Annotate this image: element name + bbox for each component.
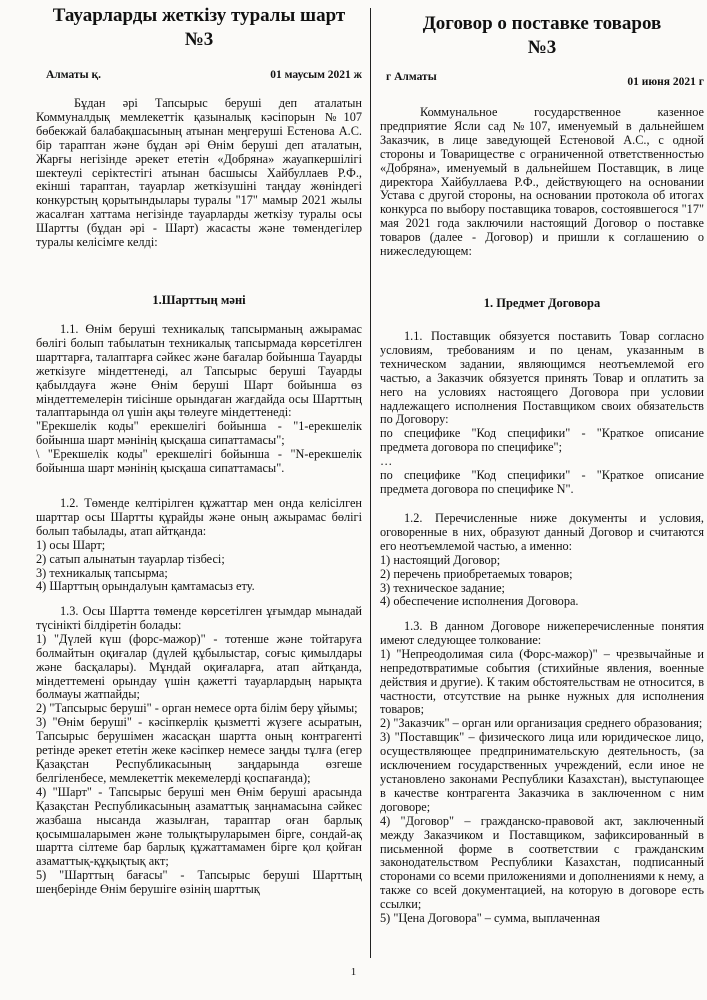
intro-paragraph-kz: Бұдан әрі Тапсырыс беруші деп аталатын Коммуналдық мемлекеттік қазыналық кәсіпорын №107 бөбекжай балабақшасының атынан меңгеруші Естенова А.С. бір тараптан және бұдан әрі Өнім беруші деп аталатын, Жарғы негізінде әрекет ететін «Добряна» жауапкершілігі шектеулі серіктестігі атынан басшысы Хайбуллаев Р.Ф., екінші тараптан, тауарлар жеткізушіні таңдау жөніндегі конкурстың қорытындылары туралы "17" мамыр 2021 жылы жасалған хаттама негізінде тауарларды жеткізу туралы осы Шартты (бұдан әрі - Шарт) жасасты және төмендегілер туралы келісімге келді: [36, 96, 362, 250]
section-heading-kz: 1.Шарттың мәні [152, 293, 246, 307]
city-kz: Алматы қ. [46, 69, 101, 81]
clause-1-1-kz: 1.1. Өнім беруші техникалық тапсырманың ажырамас бөлігі болып табылатын техникалық тапсырмада көрсетілген шарттарға, талаптарға сәйкес және бағалар бойынша Тауарды жеткізуге міндеттенеді, ал Тапсырыс беруші Тауарды қабылдауға және Өнім беруші Шарт бойынша өз міндеттемелерін тиісінше орындаған жағдайда осы Шарттың талаптарында ол үшін ақы төлеуге міндеттенеді: "Ерекшелік коды" ерекшелігі бойынша - "1-ерекшелік бойынша шарт мәнінің қысқаша сипаттамасы"; \ "Ерекшелік коды" ерекшелігі бойынша - "N-ерекшелік бойынша шарт мәнінің қысқаша сипаттамасы". [36, 322, 362, 476]
contract-title-kz: Тауарларды жеткізу туралы шарт №3 [52, 5, 346, 50]
clause-1-3-ru: 1.3. В данном Договоре нижеперечисленные понятия имеют следующее толкование: 1) "Непреодолимая сила (Форс-мажор)" – чрезвычайные и непредотвратимые события (стихийные явления, военные действия и другие). К таким обстоятельствам не относится, в частности, отсутствие на рынке нужных для исполнения товаров; 2) "Заказчик" – орган или организация среднего образования; 3) "Поставщик" – физического лица или юридическое лицо, осуществляющее предпринимательскую деятельность, (за исключением государственных учреждений, если иное не установлено законами Республики Казахстан), выступающее в качестве контрагента Заказчика в заключенном с ним договоре; 4) "Договор" – гражданско-правовой акт, заключенный между Заказчиком и Поставщиком, зафиксированный в письменной форме в соответствии с гражданским законодательством Республики Казахстан, подписанный сторонами со всеми приложениями и дополнениями к нему, а также со всей документацией, на которую в договоре есть ссылки; 5) "Цена Договора" – сумма, выплаченная [380, 619, 704, 926]
clause-1-2-ru: 1.2. Перечисленные ниже документы и условия, оговоренные в них, образуют данный Договор и считаются его неотъемлемой частью, а именно: 1) настоящий Договор; 2) перечень приобретаемых товаров; 3) техническое задание; 4) обеспечение исполнения Договора. [380, 511, 704, 609]
intro-paragraph-ru: Коммунальное государственное казенное предприятие Ясли сад №107, именуемый в дальнейшем Заказчик, в лице заведующей Естеновой А.С., с одной стороны и Товариществе с ограниченной ответственностью «Добряна», именуемый в дальнейшем Поставщик, в лице директора Хайбуллаева Р.Ф., действующего на основании Устава с другой стороны, на основании протокола об итогах конкурса по выбору поставщика товаров, состоявшегося "17" мая 2021 года заключили настоящий Договор о поставке товаров (далее - Договор) и пришли к соглашению о нижеследующем: [380, 105, 704, 259]
clause-1-3-kz: 1.3. Осы Шартта төменде көрсетілген ұғымдар мынадай түсінікті білдіретін болады: 1) "Дүлей күш (форс-мажор)" - тотенше және тойтаруға болмайтын оқиғалар (дүлей құбылыстар, соғыс қимылдары және басқалары). Мұндай оқиғаларға, атап айтқанда, міндеттемені орындау үшін қажетті тауарлардың нарықта болмауы жатпайды; 2) "Тапсырыс беруші" - орган немесе орта білім беру ұйымы; 3) "Өнім беруші" - кәсіпкерлік қызметті жүзеге асыратын, Тапсырыс берушімен жасасқан шартта оның контрагенті ретінде әрекет ететін жеке кәсіпкер немесе заңды тұлға (егер Қазақстан Республикасының заңдарында өзгеше белгіленбесе, мемлекеттік мекемелерді қоспағанда); 4) "Шарт" - Тапсырыс беруші мен Өнім беруші арасында Қазақстан Республикасының азаматтық заңнамасына сәйкес жазбаша нысанда жазылған, тараптар оған барлық қосымшаларымен және толықтыруларымен бірге, сондай-ақ шартта сілтеме бар барлық құжаттамамен бірге қол қойған азаматтық-құқықтық акт; 5) "Шарттың бағасы" - Тапсырыс беруші Шарттың шеңберінде Өнім берушіге өзінің шарттық [36, 604, 362, 897]
column-divider [370, 8, 371, 958]
city-ru: г Алматы [386, 71, 437, 83]
clause-1-1-ru: 1.1. Поставщик обязуется поставить Товар согласно условиям, требованиям и по ценам, указанным в техническом задании, являющимся неотъемлемой его частью, а Заказчик обязуется принять Товар и оплатить за него на условиях настоящего Договора при условии надлежащего исполнения Поставщиком своих обязательств по Договору: по специфике "Код специфики" - "Краткое описание предмета договора по специфике"; … по специфике "Код специфики" - "Краткое описание предмета договора по специфике N". [380, 329, 704, 496]
date-ru: 01 июня 2021 г [627, 76, 704, 88]
russian-column [380, 0, 704, 960]
kazakh-column [36, 0, 362, 960]
section-heading-ru: 1. Предмет Договора [483, 296, 601, 310]
clause-1-2-kz: 1.2. Төменде келтірілген құжаттар мен онда келісілген шарттар осы Шартты құрайды және оның ажырамас бөлігі болып табылады, атап айтқанда: 1) осы Шарт; 2) сатып алынатын тауарлар тізбесі; 3) техникалық тапсырма; 4) Шарттың орындалуын қамтамасыз ету. [36, 496, 362, 594]
contract-title-ru: Договор о поставке товаров №3 [422, 13, 662, 58]
page-number: 1 [350, 966, 357, 978]
date-kz: 01 маусым 2021 ж [270, 69, 362, 81]
